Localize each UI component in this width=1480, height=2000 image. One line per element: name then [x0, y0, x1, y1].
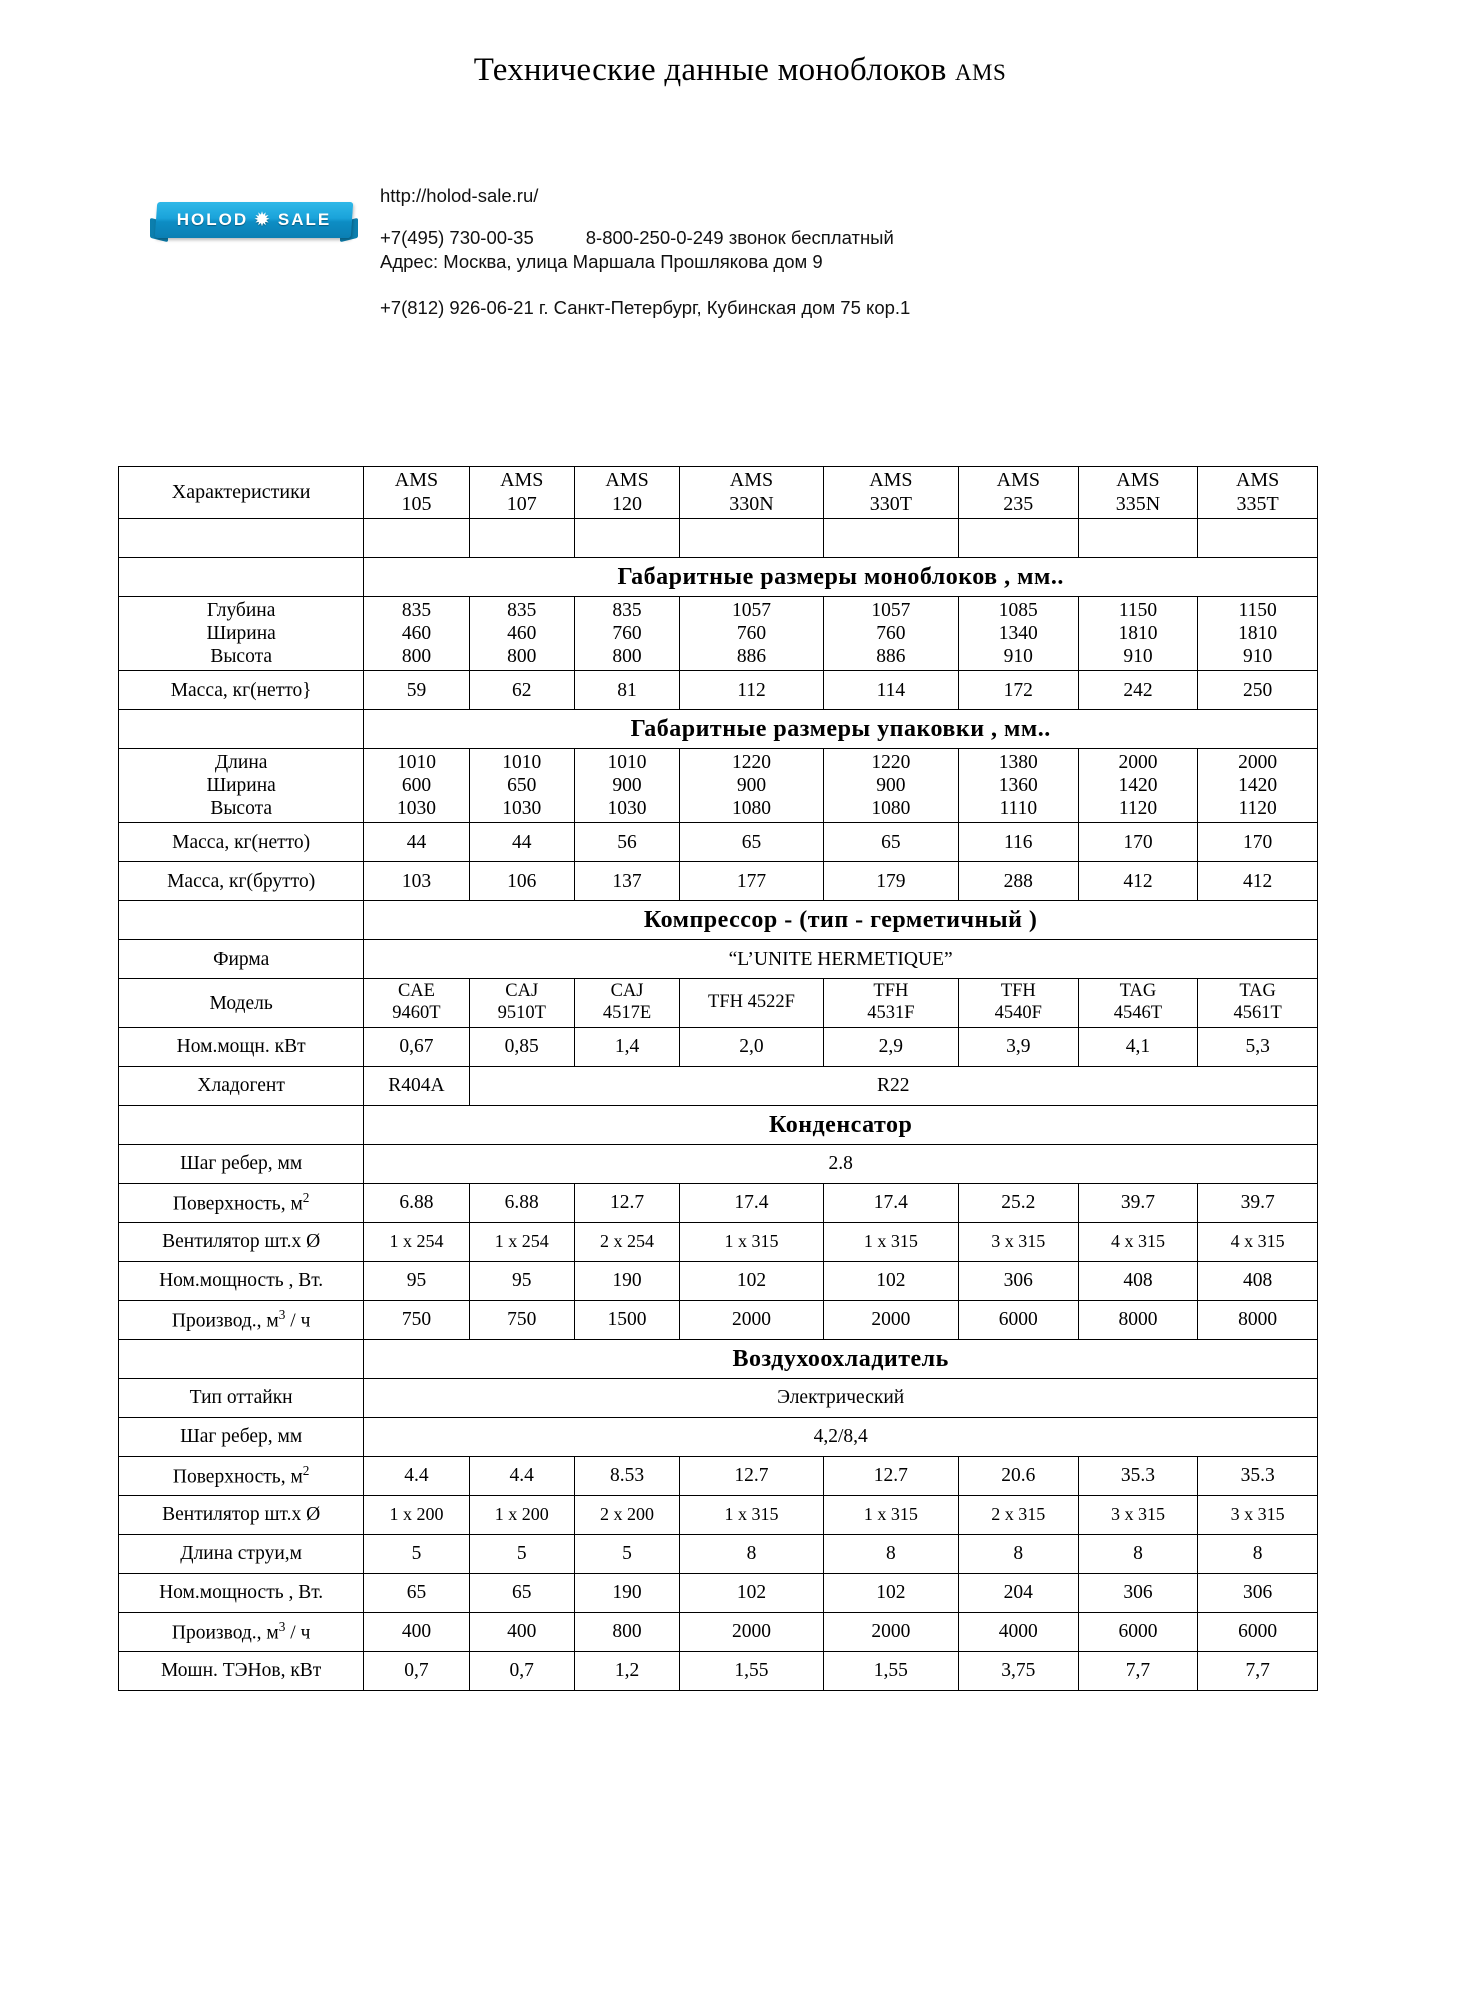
cell-pack-mass-gross-ams-120: 137 — [574, 862, 679, 901]
table-header-row — [119, 467, 1318, 519]
model-line1: AMS — [729, 469, 774, 491]
spacer-cell — [1078, 519, 1198, 558]
cell-cond-power-ams-330t: 102 — [823, 1261, 958, 1300]
cell-pack-mass-gross-ams-335n: 412 — [1078, 862, 1198, 901]
section-title-condenser: Конденсатор — [364, 1105, 1318, 1144]
cell-cond-power-ams-105: 95 — [364, 1261, 469, 1300]
table-row-defrost-type — [119, 1378, 1318, 1417]
cell-dimensions-ams-335n: 1150 1810 910 — [1078, 597, 1198, 671]
specs-table-wrapper — [118, 466, 1318, 1691]
cell-refrigerant-rest: R22 — [469, 1066, 1317, 1105]
cell-heater-ams-120: 1,2 — [574, 1651, 679, 1690]
cell-mass-net-ams-235: 172 — [958, 671, 1078, 710]
table-row-air-cooler-flow — [119, 1612, 1318, 1651]
section-empty-label — [119, 901, 364, 940]
cell-model-ams-330n: TFH 4522F — [680, 979, 824, 1028]
cell-ac-surface-ams-330n: 12.7 — [680, 1456, 824, 1495]
cell-pack-mass-net-ams-105: 44 — [364, 823, 469, 862]
cell-cond-flow-ams-105: 750 — [364, 1300, 469, 1339]
header-model-ams-335n — [1078, 467, 1198, 519]
model-line1: AMS — [605, 469, 649, 491]
model-line2: 120 — [612, 492, 643, 515]
cell-ac-surface-ams-120: 8.53 — [574, 1456, 679, 1495]
section-empty-label — [119, 1105, 364, 1144]
page-title-text: Технические данные моноблоков — [473, 52, 947, 88]
table-row-model — [119, 979, 1318, 1028]
cell-pack-mass-gross-ams-330n: 177 — [680, 862, 824, 901]
cell-nom-power-ams-107: 0,85 — [469, 1027, 574, 1066]
cell-pack-mass-gross-ams-335t: 412 — [1198, 862, 1318, 901]
section-row-compressor — [119, 901, 1318, 940]
cell-packaging-ams-107: 1010 650 1030 — [469, 749, 574, 823]
model-line1: AMS — [1235, 469, 1280, 491]
cell-mass-net-ams-107: 62 — [469, 671, 574, 710]
header-model-ams-235 — [958, 467, 1078, 519]
cell-nom-power-ams-335n: 4,1 — [1078, 1027, 1198, 1066]
cell-nom-power-ams-105: 0,67 — [364, 1027, 469, 1066]
cell-ac-flow-ams-330t: 2000 — [823, 1612, 958, 1651]
model-line1: AMS — [394, 469, 439, 491]
cell-dimensions-ams-120: 835 760 800 — [574, 597, 679, 671]
cell-jet-ams-235: 8 — [958, 1534, 1078, 1573]
table-row-refrigerant — [119, 1066, 1318, 1105]
cell-ac-fan-ams-335n: 3 х 315 — [1078, 1495, 1198, 1534]
cell-cond-fan-ams-330n: 1 х 315 — [680, 1222, 824, 1261]
cell-nom-power-ams-330n: 2,0 — [680, 1027, 824, 1066]
cell-jet-ams-330t: 8 — [823, 1534, 958, 1573]
spacer-cell — [1198, 519, 1318, 558]
label-length: Длина — [214, 752, 268, 774]
table-row-dimensions — [119, 597, 1318, 671]
cell-pack-mass-net-ams-335n: 170 — [1078, 823, 1198, 862]
section-title-dimensions: Габаритные размеры моноблоков , мм.. — [364, 558, 1318, 597]
row-label-mass-net: Масса, кг(нетто} — [119, 671, 364, 710]
row-label-jet-length: Длина струи,м — [119, 1534, 364, 1573]
cell-packaging-ams-335t: 2000 1420 1120 — [1198, 749, 1318, 823]
spacer-cell — [680, 519, 824, 558]
cell-ac-power-ams-330t: 102 — [823, 1573, 958, 1612]
cell-heater-ams-235: 3,75 — [958, 1651, 1078, 1690]
cell-jet-ams-335t: 8 — [1198, 1534, 1318, 1573]
table-row-condenser-fan — [119, 1222, 1318, 1261]
cell-ac-flow-ams-107: 400 — [469, 1612, 574, 1651]
spacer-cell — [119, 519, 364, 558]
model-line1: AMS — [1116, 469, 1160, 491]
cell-mass-net-ams-330n: 112 — [680, 671, 824, 710]
model-line2: 105 — [401, 492, 432, 515]
cell-pack-mass-net-ams-107: 44 — [469, 823, 574, 862]
cell-ac-fan-ams-330t: 1 х 315 — [823, 1495, 958, 1534]
section-title-air-cooler: Воздухоохладитель — [364, 1339, 1318, 1378]
cell-condenser-fin-pitch: 2.8 — [364, 1144, 1318, 1183]
table-row-mass-net — [119, 671, 1318, 710]
row-label-condenser-power: Ном.мощность , Вт. — [119, 1261, 364, 1300]
table-row-condenser-surface — [119, 1183, 1318, 1222]
cell-cond-surface-ams-330t: 17.4 — [823, 1183, 958, 1222]
cell-model-ams-120: CAJ 4517E — [574, 979, 679, 1028]
cell-model-ams-335n: TAG 4546T — [1078, 979, 1198, 1028]
header-model-ams-330n — [680, 467, 824, 519]
page-title-brand: AMS — [954, 60, 1007, 85]
cell-refrigerant-ams-105: R404A — [364, 1066, 469, 1105]
cell-cond-fan-ams-335n: 4 х 315 — [1078, 1222, 1198, 1261]
cell-nom-power-ams-120: 1,4 — [574, 1027, 679, 1066]
cell-cond-surface-ams-330n: 17.4 — [680, 1183, 824, 1222]
row-label-nominal-power: Ном.мощн. кВт — [119, 1027, 364, 1066]
contact-details — [380, 185, 910, 319]
cell-cond-surface-ams-235: 25.2 — [958, 1183, 1078, 1222]
table-row-heater-power — [119, 1651, 1318, 1690]
model-line2: 335T — [1236, 492, 1279, 515]
cell-pack-mass-net-ams-120: 56 — [574, 823, 679, 862]
cell-cond-flow-ams-335t: 8000 — [1198, 1300, 1318, 1339]
cell-heater-ams-330n: 1,55 — [680, 1651, 824, 1690]
cell-mass-net-ams-120: 81 — [574, 671, 679, 710]
cell-cond-fan-ams-107: 1 х 254 — [469, 1222, 574, 1261]
section-empty-label — [119, 710, 364, 749]
cell-cond-surface-ams-105: 6.88 — [364, 1183, 469, 1222]
row-label-air-cooler-flow: Производ., $м^3$ / ч — [119, 1612, 364, 1651]
cell-ac-surface-ams-335t: 35.3 — [1198, 1456, 1318, 1495]
table-row-firm — [119, 940, 1318, 979]
cell-cond-surface-ams-335t: 39.7 — [1198, 1183, 1318, 1222]
cell-cond-fan-ams-120: 2 х 254 — [574, 1222, 679, 1261]
row-label-condenser-fan: Вентилятор шт.х Ø — [119, 1222, 364, 1261]
cell-defrost-type: Электрический — [364, 1378, 1318, 1417]
cell-cond-flow-ams-330t: 2000 — [823, 1300, 958, 1339]
cell-pack-mass-gross-ams-107: 106 — [469, 862, 574, 901]
cell-packaging-ams-235: 1380 1360 1110 — [958, 749, 1078, 823]
label-height: Высота — [210, 798, 272, 820]
model-line2: 107 — [506, 492, 537, 515]
cell-dimensions-ams-330t: 1057 760 886 — [823, 597, 958, 671]
cell-jet-ams-107: 5 — [469, 1534, 574, 1573]
cell-model-ams-105: CAE 9460T — [364, 979, 469, 1028]
cell-ac-flow-ams-105: 400 — [364, 1612, 469, 1651]
cell-packaging-ams-105: 1010 600 1030 — [364, 749, 469, 823]
cell-cond-power-ams-120: 190 — [574, 1261, 679, 1300]
section-row-air-cooler — [119, 1339, 1318, 1378]
cell-ac-surface-ams-105: 4.4 — [364, 1456, 469, 1495]
table-row-air-cooler-surface — [119, 1456, 1318, 1495]
spacer-cell — [574, 519, 679, 558]
cell-pack-mass-net-ams-235: 116 — [958, 823, 1078, 862]
cell-ac-flow-ams-120: 800 — [574, 1612, 679, 1651]
cell-jet-ams-335n: 8 — [1078, 1534, 1198, 1573]
cell-nom-power-ams-235: 3,9 — [958, 1027, 1078, 1066]
cell-cond-power-ams-330n: 102 — [680, 1261, 824, 1300]
table-row-packaging-dimensions — [119, 749, 1318, 823]
label-width: Ширина — [206, 775, 276, 797]
cell-jet-ams-120: 5 — [574, 1534, 679, 1573]
phone-tollfree: 8-800-250-0-249 звонок бесплатный — [585, 227, 894, 248]
row-label-dimensions — [119, 597, 364, 671]
cell-jet-ams-330n: 8 — [680, 1534, 824, 1573]
phone-moscow: +7(495) 730-00-35 — [380, 227, 534, 248]
cell-pack-mass-gross-ams-105: 103 — [364, 862, 469, 901]
model-line2: 235 — [1003, 492, 1034, 515]
header-characteristics: Характеристики — [119, 467, 364, 519]
row-label-heater-power: Мошн. ТЭНов, кВт — [119, 1651, 364, 1690]
cell-ac-power-ams-335n: 306 — [1078, 1573, 1198, 1612]
row-label-air-cooler-fin-pitch: Шаг ребер, мм — [119, 1417, 364, 1456]
row-label-condenser-fin-pitch: Шаг ребер, мм — [119, 1144, 364, 1183]
cell-cond-power-ams-235: 306 — [958, 1261, 1078, 1300]
cell-cond-fan-ams-105: 1 х 254 — [364, 1222, 469, 1261]
spacer-cell — [823, 519, 958, 558]
specs-table — [118, 466, 1318, 1691]
cell-ac-power-ams-120: 190 — [574, 1573, 679, 1612]
cell-ac-surface-ams-330t: 12.7 — [823, 1456, 958, 1495]
cell-ac-flow-ams-335t: 6000 — [1198, 1612, 1318, 1651]
cell-nom-power-ams-335t: 5,3 — [1198, 1027, 1318, 1066]
company-logo — [150, 198, 358, 243]
cell-ac-fan-ams-120: 2 х 200 — [574, 1495, 679, 1534]
table-row-condenser-power — [119, 1261, 1318, 1300]
section-row-condenser — [119, 1105, 1318, 1144]
cell-ac-power-ams-330n: 102 — [680, 1573, 824, 1612]
model-line2: 330T — [869, 492, 912, 515]
header-model-ams-330t — [823, 467, 958, 519]
cell-air-cooler-fin-pitch: 4,2/8,4 — [364, 1417, 1318, 1456]
cell-ac-flow-ams-335n: 6000 — [1078, 1612, 1198, 1651]
table-row-nominal-power — [119, 1027, 1318, 1066]
row-label-air-cooler-surface: Поверхность, $м^2$ — [119, 1456, 364, 1495]
spacer-cell — [364, 519, 469, 558]
header-model-ams-335t — [1198, 467, 1318, 519]
phone-row — [380, 227, 910, 249]
cell-pack-mass-gross-ams-235: 288 — [958, 862, 1078, 901]
cell-cond-flow-ams-107: 750 — [469, 1300, 574, 1339]
cell-cond-fan-ams-335t: 4 х 315 — [1198, 1222, 1318, 1261]
table-row-air-cooler-fan — [119, 1495, 1318, 1534]
cell-model-ams-330t: TFH 4531F — [823, 979, 958, 1028]
cell-ac-fan-ams-330n: 1 х 315 — [680, 1495, 824, 1534]
model-line1: AMS — [996, 469, 1040, 491]
section-title-compressor: Компрессор - (тип - герметичный ) — [364, 901, 1318, 940]
cell-heater-ams-335n: 7,7 — [1078, 1651, 1198, 1690]
cell-model-ams-335t: TAG 4561T — [1198, 979, 1318, 1028]
header-model-ams-107 — [469, 467, 574, 519]
cell-cond-power-ams-107: 95 — [469, 1261, 574, 1300]
cell-cond-power-ams-335t: 408 — [1198, 1261, 1318, 1300]
section-row-dimensions — [119, 558, 1318, 597]
row-label-packaging-mass-net: Масса, кг(нетто) — [119, 823, 364, 862]
cell-ac-fan-ams-335t: 3 х 315 — [1198, 1495, 1318, 1534]
cell-ac-surface-ams-235: 20.6 — [958, 1456, 1078, 1495]
cell-mass-net-ams-105: 59 — [364, 671, 469, 710]
row-label-packaging — [119, 749, 364, 823]
model-line2: 330N — [729, 492, 774, 515]
cell-packaging-ams-330t: 1220 900 1080 — [823, 749, 958, 823]
table-row-air-cooler-fin-pitch — [119, 1417, 1318, 1456]
cell-ac-surface-ams-335n: 35.3 — [1078, 1456, 1198, 1495]
label-height: Высота — [210, 646, 272, 668]
cell-packaging-ams-335n: 2000 1420 1120 — [1078, 749, 1198, 823]
cell-cond-surface-ams-335n: 39.7 — [1078, 1183, 1198, 1222]
cell-ac-power-ams-107: 65 — [469, 1573, 574, 1612]
cell-heater-ams-335t: 7,7 — [1198, 1651, 1318, 1690]
section-row-packaging — [119, 710, 1318, 749]
cell-dimensions-ams-330n: 1057 760 886 — [680, 597, 824, 671]
cell-dimensions-ams-235: 1085 1340 910 — [958, 597, 1078, 671]
header-model-ams-105 — [364, 467, 469, 519]
row-label-condenser-flow: Производ., $м^3$ / ч — [119, 1300, 364, 1339]
cell-mass-net-ams-335n: 242 — [1078, 671, 1198, 710]
cell-ac-power-ams-335t: 306 — [1198, 1573, 1318, 1612]
table-row-condenser-flow — [119, 1300, 1318, 1339]
cell-cond-flow-ams-235: 6000 — [958, 1300, 1078, 1339]
cell-cond-power-ams-335n: 408 — [1078, 1261, 1198, 1300]
cell-cond-fan-ams-330t: 1 х 315 — [823, 1222, 958, 1261]
model-line2: 335N — [1115, 492, 1161, 515]
cell-heater-ams-107: 0,7 — [469, 1651, 574, 1690]
cell-firm-value: “L’UNITE HERMETIQUE” — [364, 940, 1318, 979]
cell-heater-ams-330t: 1,55 — [823, 1651, 958, 1690]
section-empty-label — [119, 558, 364, 597]
phone-spb: +7(812) 926-06-21 г. Санкт-Петербург, Кубинская дом 75 кор.1 — [380, 297, 911, 318]
cell-dimensions-ams-107: 835 460 800 — [469, 597, 574, 671]
cell-ac-power-ams-235: 204 — [958, 1573, 1078, 1612]
cell-model-ams-235: TFH 4540F — [958, 979, 1078, 1028]
website-link[interactable]: http://holod-sale.ru/ — [380, 185, 539, 206]
cell-cond-surface-ams-107: 6.88 — [469, 1183, 574, 1222]
row-label-refrigerant: Хладогент — [119, 1066, 364, 1105]
cell-cond-surface-ams-120: 12.7 — [574, 1183, 679, 1222]
cell-mass-net-ams-330t: 114 — [823, 671, 958, 710]
cell-ac-flow-ams-235: 4000 — [958, 1612, 1078, 1651]
table-row-packaging-mass-net — [119, 823, 1318, 862]
cell-mass-net-ams-335t: 250 — [1198, 671, 1318, 710]
table-row-condenser-fin-pitch — [119, 1144, 1318, 1183]
section-empty-label — [119, 1339, 364, 1378]
label-depth: Глубина — [206, 600, 276, 622]
model-line1: AMS — [500, 469, 544, 491]
row-label-packaging-mass-gross: Масса, кг(брутто) — [119, 862, 364, 901]
cell-cond-flow-ams-120: 1500 — [574, 1300, 679, 1339]
table-row-jet-length — [119, 1534, 1318, 1573]
row-label-defrost-type: Тип оттайкн — [119, 1378, 364, 1417]
page-title — [0, 0, 1480, 89]
cell-pack-mass-net-ams-335t: 170 — [1198, 823, 1318, 862]
header-model-ams-120 — [574, 467, 679, 519]
spacer-cell — [958, 519, 1078, 558]
cell-ac-power-ams-105: 65 — [364, 1573, 469, 1612]
cell-packaging-ams-120: 1010 900 1030 — [574, 749, 679, 823]
table-row-air-cooler-power — [119, 1573, 1318, 1612]
table-spacer-row — [119, 519, 1318, 558]
cell-cond-flow-ams-330n: 2000 — [680, 1300, 824, 1339]
cell-model-ams-107: CAJ 9510T — [469, 979, 574, 1028]
cell-ac-surface-ams-107: 4.4 — [469, 1456, 574, 1495]
cell-ac-fan-ams-235: 2 х 315 — [958, 1495, 1078, 1534]
cell-pack-mass-net-ams-330t: 65 — [823, 823, 958, 862]
cell-jet-ams-105: 5 — [364, 1534, 469, 1573]
row-label-air-cooler-power: Ном.мощность , Вт. — [119, 1573, 364, 1612]
cell-dimensions-ams-335t: 1150 1810 910 — [1198, 597, 1318, 671]
cell-ac-fan-ams-107: 1 х 200 — [469, 1495, 574, 1534]
row-label-condenser-surface: Поверхность, $м^2$ — [119, 1183, 364, 1222]
address-moscow: Адрес: Москва, улица Маршала Прошлякова дом 9 — [380, 251, 823, 272]
cell-dimensions-ams-105: 835 460 800 — [364, 597, 469, 671]
table-row-packaging-mass-gross — [119, 862, 1318, 901]
cell-packaging-ams-330n: 1220 900 1080 — [680, 749, 824, 823]
row-label-model: Модель — [119, 979, 364, 1028]
row-label-firm: Фирма — [119, 940, 364, 979]
cell-ac-fan-ams-105: 1 х 200 — [364, 1495, 469, 1534]
cell-pack-mass-net-ams-330n: 65 — [680, 823, 824, 862]
logo-text: HOLOD ✹ SALE — [176, 210, 332, 229]
label-width: Ширина — [206, 623, 276, 645]
cell-heater-ams-105: 0,7 — [364, 1651, 469, 1690]
cell-cond-flow-ams-335n: 8000 — [1078, 1300, 1198, 1339]
cell-nom-power-ams-330t: 2,9 — [823, 1027, 958, 1066]
cell-ac-flow-ams-330n: 2000 — [680, 1612, 824, 1651]
cell-pack-mass-gross-ams-330t: 179 — [823, 862, 958, 901]
section-title-packaging: Габаритные размеры упаковки , мм.. — [364, 710, 1318, 749]
cell-cond-fan-ams-235: 3 х 315 — [958, 1222, 1078, 1261]
model-line1: AMS — [869, 469, 913, 491]
spacer-cell — [469, 519, 574, 558]
row-label-air-cooler-fan: Вентилятор шт.х Ø — [119, 1495, 364, 1534]
